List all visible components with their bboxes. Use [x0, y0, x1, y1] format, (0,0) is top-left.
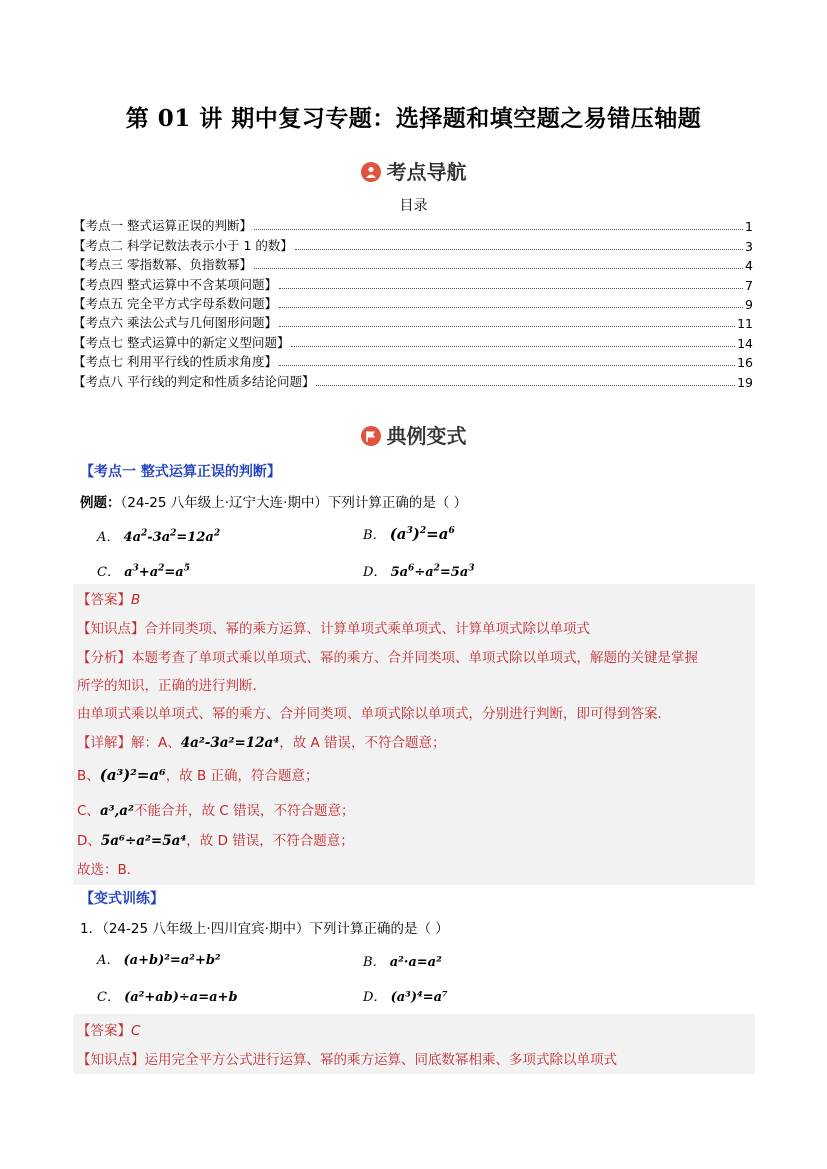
practice-option-c[interactable]: C． (a²+ab)÷a=a+b	[97, 990, 238, 1005]
option-d[interactable]: D． $5a^6\div a^2=5a^3$	[363, 563, 475, 580]
practice-option-d[interactable]: D． (a³)⁴=a⁷	[363, 990, 448, 1005]
example-question: 例题：（24-25 八年级上·辽宁大连·期中）下列计算正确的是（ ）	[80, 495, 468, 511]
toc-item[interactable]: 【考点七 整式运算中的新定义型问题】 14	[73, 334, 753, 351]
practice-question-1: 1．（24-25 八年级上·四川宜宾·期中）下列计算正确的是（ ）	[80, 921, 449, 937]
toc-item[interactable]: 【考点六 乘法公式与几何图形问题】 11	[73, 315, 753, 332]
option-b[interactable]: B． $(a^3)^2=a^6$	[363, 525, 455, 543]
practice-option-a[interactable]: A． (a+b)²=a²+b²	[97, 953, 221, 968]
toc-heading: 目录	[399, 198, 428, 214]
toc-item[interactable]: 【考点三 零指数幂、负指数幂】 4	[73, 257, 753, 274]
analysis-line-2: 所学的知识，正确的进行判断．	[77, 678, 266, 694]
kp1-heading: 【考点一 整式运算正误的判断】	[80, 464, 281, 480]
knowledge-line: 【知识点】合并同类项、幂的乘方运算、计算单项式乘单项式、计算单项式除以单项式	[77, 621, 590, 637]
analysis-line-3: 由单项式乘以单项式、幂的乘方、合并同类项、单项式除以单项式，分别进行判断，即可得到答案．	[77, 706, 671, 722]
toc-item[interactable]: 【考点五 完全平方式字母系数问题】 9	[73, 295, 753, 312]
practice-option-b[interactable]: B． a²·a=a²	[363, 955, 442, 970]
practice-knowledge-line: 【知识点】运用完全平方公式进行运算、幂的乘方运算、同底数幂相乘、多项式除以单项式	[77, 1052, 617, 1068]
detail-line-d: D、5a⁶÷a²=5a⁴，故 D 错误，不符合题意；	[77, 833, 354, 849]
toc-item[interactable]: 【考点二 科学记数法表示小于 1 的数】 3	[73, 237, 753, 254]
analysis-line-1: 【分析】本题考查了单项式乘以单项式、幂的乘方、合并同类项、单项式除以单项式，解题的关键是掌握	[77, 650, 698, 666]
toc-item[interactable]: 【考点四 整式运算中不含某项问题】 7	[73, 276, 753, 293]
flag-icon	[361, 426, 381, 446]
user-icon	[361, 162, 381, 182]
detail-line-a: 【详解】解：A、4a²-3a²=12a⁴，故 A 错误，不符合题意；	[77, 735, 446, 751]
answer-block	[73, 584, 755, 885]
practice-heading: 【变式训练】	[80, 891, 164, 907]
option-c[interactable]: C． $a^3+a^2=a^5$	[97, 563, 190, 580]
option-a[interactable]: A． $4a^2-3a^2=12a^2$	[97, 528, 221, 545]
section-heading-nav: 考点导航	[0, 156, 827, 185]
practice-answer-line: 【答案】C	[77, 1023, 141, 1039]
answer-line: 【答案】B	[77, 592, 141, 608]
section-heading-examples: 典例变式	[0, 420, 827, 449]
detail-line-b: B、(a³)²=a⁶，故 B 正确，符合题意；	[77, 766, 319, 784]
toc-item[interactable]: 【考点七 利用平行线的性质求角度】 16	[73, 354, 753, 371]
toc-item[interactable]: 【考点一 整式运算正误的判断】 1	[73, 218, 753, 235]
detail-line-c: C、a³,a²不能合并，故 C 错误，不符合题意；	[77, 803, 355, 819]
page-title: 第 01 讲 期中复习专题：选择题和填空题之易错压轴题	[125, 105, 702, 132]
toc-item[interactable]: 【考点八 平行线的判定和性质多结论问题】 19	[73, 373, 753, 390]
practice-answer-block	[73, 1014, 755, 1074]
detail-line-end: 故选：B．	[77, 862, 141, 878]
table-of-contents	[73, 215, 753, 390]
